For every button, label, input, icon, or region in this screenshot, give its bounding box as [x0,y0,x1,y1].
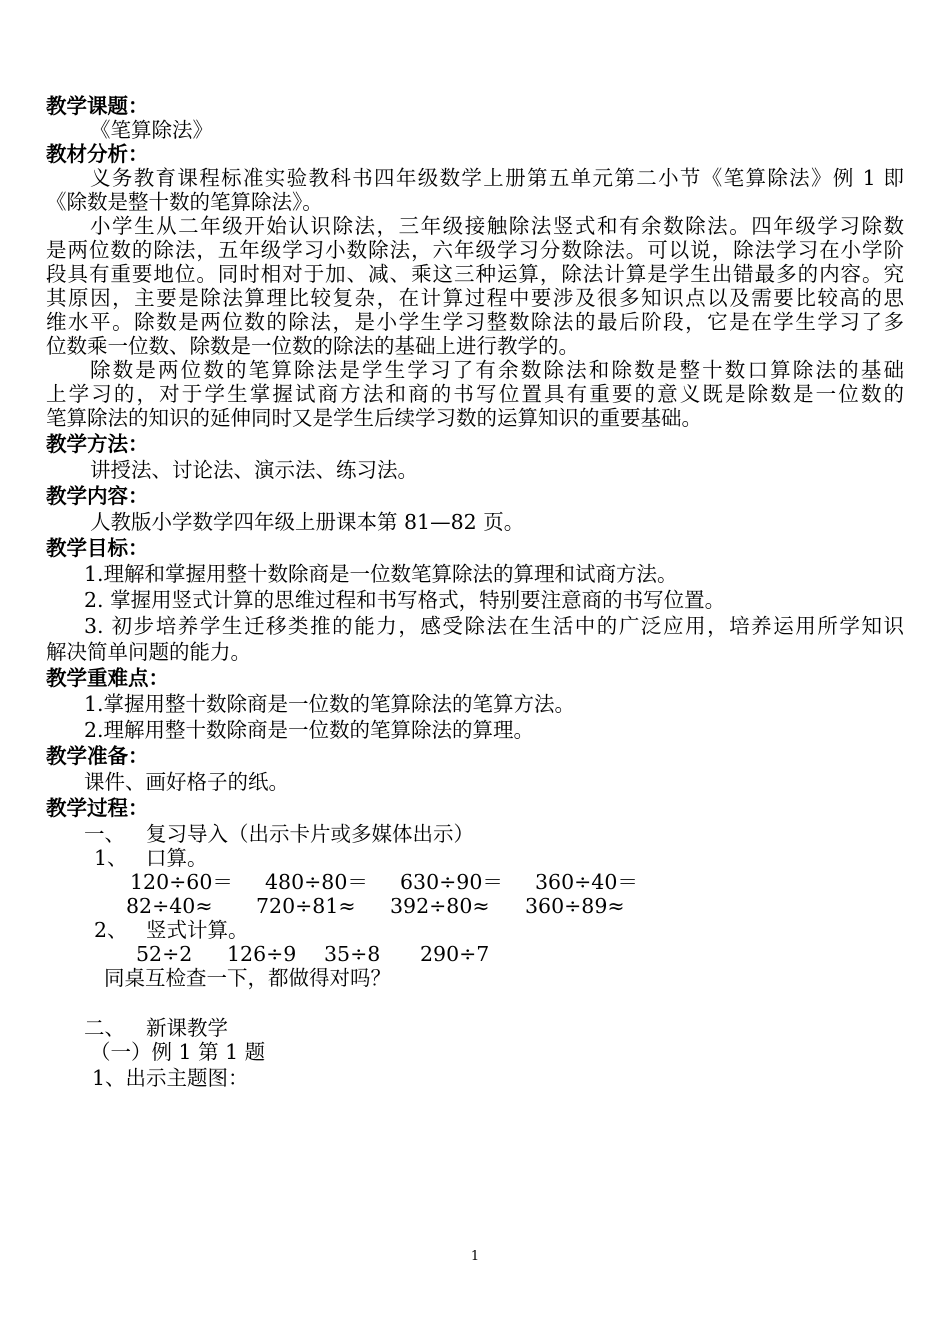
check-prompt: 同桌互检查一下，都做得对吗？ [104,966,391,990]
goal-2: 2. 掌握用竖式计算的思维过程和书写格式，特别要注意商的书写位置。 [84,588,726,612]
item-2-title: 竖式计算。 [146,918,249,942]
analysis-p3-line2: 上学习的，对于学生掌握试商方法和商的书写位置具有重要的意义既是除数是一位数的 [46,382,904,406]
analysis-p3-line1: 除数是两位数的笔算除法是学生学习了有余数除法和除数是整十数口算除法的基础 [90,358,904,382]
oral-calc-problem: 392÷80≈ [390,894,490,918]
heading-prep: 教学准备： [46,744,149,768]
analysis-p2-line6: 位数乘一位数、除数是一位数的除法的基础上进行教学的。 [46,334,579,358]
goal-3-line2: 解决简单问题的能力。 [46,640,251,664]
heading-goals: 教学目标： [46,536,149,560]
subsection-1: （一）例 1 第 1 题 [90,1040,266,1064]
heading-topic: 教学课题： [46,94,149,118]
oral-calc-problem: 120÷60＝ [130,870,233,894]
oral-calc-problem: 360÷40＝ [535,870,638,894]
heading-content: 教学内容： [46,484,149,508]
heading-key-points: 教学重难点： [46,666,169,690]
key-point-2: 2.理解用整十数除商是一位数的笔算除法的算理。 [84,718,535,742]
oral-calc-problem: 630÷90＝ [400,870,503,894]
analysis-p2-line3: 段具有重要地位。同时相对于加、减、乘这三种运算，除法计算是学生出错最多的内容。究 [46,262,904,286]
heading-process: 教学过程： [46,796,149,820]
subsection-1-item: 1、出示主题图： [92,1066,249,1090]
topic-text: 《笔算除法》 [90,118,213,142]
oral-calc-problem: 82÷40≈ [126,894,213,918]
method-text: 讲授法、讨论法、演示法、练习法。 [90,458,418,482]
goal-3-line1: 3. 初步培养学生迁移类推的能力，感受除法在生活中的广泛应用，培养运用所学知识 [84,614,904,638]
section-2-title: 新课教学 [146,1016,228,1040]
heading-analysis: 教材分析： [46,142,149,166]
page-number: 1 [470,1249,480,1264]
vertical-calc-problem: 290÷7 [420,942,490,966]
vertical-calc-problem: 52÷2 [136,942,193,966]
section-2-number: 二、 [84,1016,125,1040]
analysis-p2-line5: 维水平。除数是两位数的除法，是小学生学习整数除法的最后阶段，它是在学生学习了多 [46,310,904,334]
item-1-number: 1、 [94,846,128,870]
item-2-number: 2、 [94,918,128,942]
heading-method: 教学方法： [46,432,149,456]
oral-calc-problem: 720÷81≈ [256,894,356,918]
analysis-p1-line2: 《除数是整十数的笔算除法》。 [46,190,323,214]
goal-1: 1.理解和掌握用整十数除商是一位数笔算除法的算理和试商方法。 [84,562,678,586]
vertical-calc-problem: 126÷9 [227,942,297,966]
section-1-title: 复习导入（出示卡片或多媒体出示） [146,822,474,846]
analysis-p1-line1: 义务教育课程标准实验教科书四年级数学上册第五单元第二小节《笔算除法》例 1 即 [90,166,904,190]
prep-text: 课件、画好格子的纸。 [84,770,289,794]
vertical-calc-problem: 35÷8 [324,942,381,966]
analysis-p2-line4: 其原因，主要是除法算理比较复杂，在计算过程中要涉及很多知识点以及需要比较高的思 [46,286,904,310]
oral-calc-problem: 360÷89≈ [525,894,625,918]
analysis-p2-line1: 小学生从二年级开始认识除法，三年级接触除法竖式和有余数除法。四年级学习除数 [90,214,904,238]
section-1-number: 一、 [84,822,125,846]
key-point-1: 1.掌握用整十数除商是一位数的笔算除法的笔算方法。 [84,692,576,716]
item-1-title: 口算。 [146,846,208,870]
analysis-p3-line3: 笔算除法的知识的延伸同时又是学生后续学习数的运算知识的重要基础。 [46,406,702,430]
analysis-p2-line2: 是两位数的除法，五年级学习小数除法，六年级学习分数除法。可以说，除法学习在小学阶 [46,238,904,262]
content-text: 人教版小学数学四年级上册课本第 81—82 页。 [90,510,525,534]
oral-calc-problem: 480÷80＝ [265,870,368,894]
